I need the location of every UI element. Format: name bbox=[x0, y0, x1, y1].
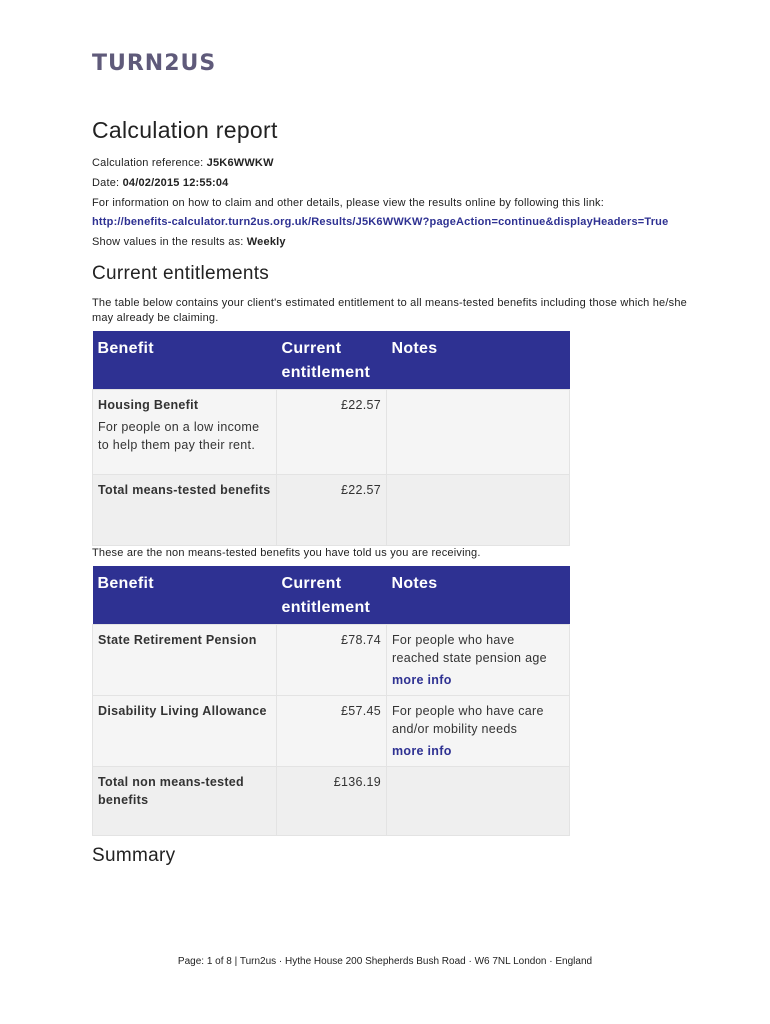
results-link-row bbox=[92, 215, 668, 229]
benefit-cell bbox=[93, 695, 277, 766]
column-header-current-entitlement: Current entitlement bbox=[277, 331, 387, 389]
notes-cell bbox=[387, 695, 570, 766]
non-means-tested-table bbox=[92, 566, 570, 836]
amount-cell: £22.57 bbox=[277, 389, 387, 474]
benefit-cell bbox=[93, 389, 277, 474]
report-date bbox=[92, 176, 229, 190]
benefit-cell bbox=[93, 624, 277, 695]
page-footer: Page: 1 of 8 | Turn2us · Hythe House 200 Shepherds Bush Road · W6 7NL London · England bbox=[177, 956, 593, 967]
current-intro: The table below contains your client's estimated entitlement to all means-tested benefits including those which he/she may already be claiming. bbox=[92, 297, 687, 324]
column-header-current-entitlement: Current entitlement bbox=[277, 566, 387, 624]
results-link[interactable]: http://benefits-calculator.turn2us.org.uk/Results/J5K6WWKW?pageAction=continue&displayHeaders=True bbox=[92, 216, 669, 228]
reference-value: J5K6WWKW bbox=[206, 157, 274, 169]
column-header-benefit: Benefit bbox=[93, 331, 277, 389]
table-row bbox=[93, 624, 570, 695]
more-info-link[interactable]: more info bbox=[392, 672, 452, 687]
date-value: 04/02/2015 12:55:04 bbox=[122, 177, 229, 189]
calculation-reference bbox=[92, 156, 274, 170]
column-header-notes: Notes bbox=[387, 566, 570, 624]
column-header-benefit: Benefit bbox=[93, 566, 277, 624]
date-label: Date: bbox=[92, 177, 120, 189]
current-entitlements-heading: Current entitlements bbox=[92, 263, 270, 284]
notes-text: For people who have care and/or mobility needs bbox=[392, 703, 544, 736]
benefit-cell bbox=[93, 766, 277, 835]
notes-cell bbox=[387, 474, 570, 545]
notes-text: For people who have reached state pension age bbox=[392, 632, 547, 665]
benefit-description: For people on a low income to help them pay their rent. bbox=[98, 419, 260, 452]
means-tested-table bbox=[92, 331, 570, 546]
benefit-name: Housing Benefit bbox=[98, 397, 199, 412]
benefit-name: Total non means-tested benefits bbox=[98, 774, 244, 807]
table-row bbox=[93, 474, 570, 545]
more-info-link[interactable]: more info bbox=[392, 743, 452, 758]
turn2us-logo bbox=[92, 50, 216, 76]
non-means-intro: These are the non means-tested benefits you have told us you are receiving. bbox=[92, 547, 481, 559]
table-row bbox=[93, 766, 570, 835]
notes-cell bbox=[387, 389, 570, 474]
benefit-name: Total means-tested benefits bbox=[98, 482, 271, 497]
info-text: For information on how to claim and other details, please view the results online by following this link: bbox=[92, 197, 604, 209]
amount-cell: £78.74 bbox=[277, 624, 387, 695]
logo-text: TURN2US bbox=[92, 50, 217, 76]
amount-cell: £136.19 bbox=[277, 766, 387, 835]
values-label: Show values in the results as: bbox=[92, 236, 244, 248]
values-value: Weekly bbox=[246, 236, 286, 248]
notes-cell bbox=[387, 766, 570, 835]
summary-heading: Summary bbox=[92, 845, 176, 866]
reference-label: Calculation reference: bbox=[92, 157, 204, 169]
benefit-cell bbox=[93, 474, 277, 545]
amount-cell: £22.57 bbox=[277, 474, 387, 545]
table-row bbox=[93, 695, 570, 766]
amount-cell: £57.45 bbox=[277, 695, 387, 766]
values-setting bbox=[92, 235, 286, 249]
benefit-name: State Retirement Pension bbox=[98, 632, 257, 647]
notes-cell bbox=[387, 624, 570, 695]
benefit-name: Disability Living Allowance bbox=[98, 703, 267, 718]
column-header-notes: Notes bbox=[387, 331, 570, 389]
table-row bbox=[93, 389, 570, 474]
page-title: Calculation report bbox=[92, 117, 278, 143]
